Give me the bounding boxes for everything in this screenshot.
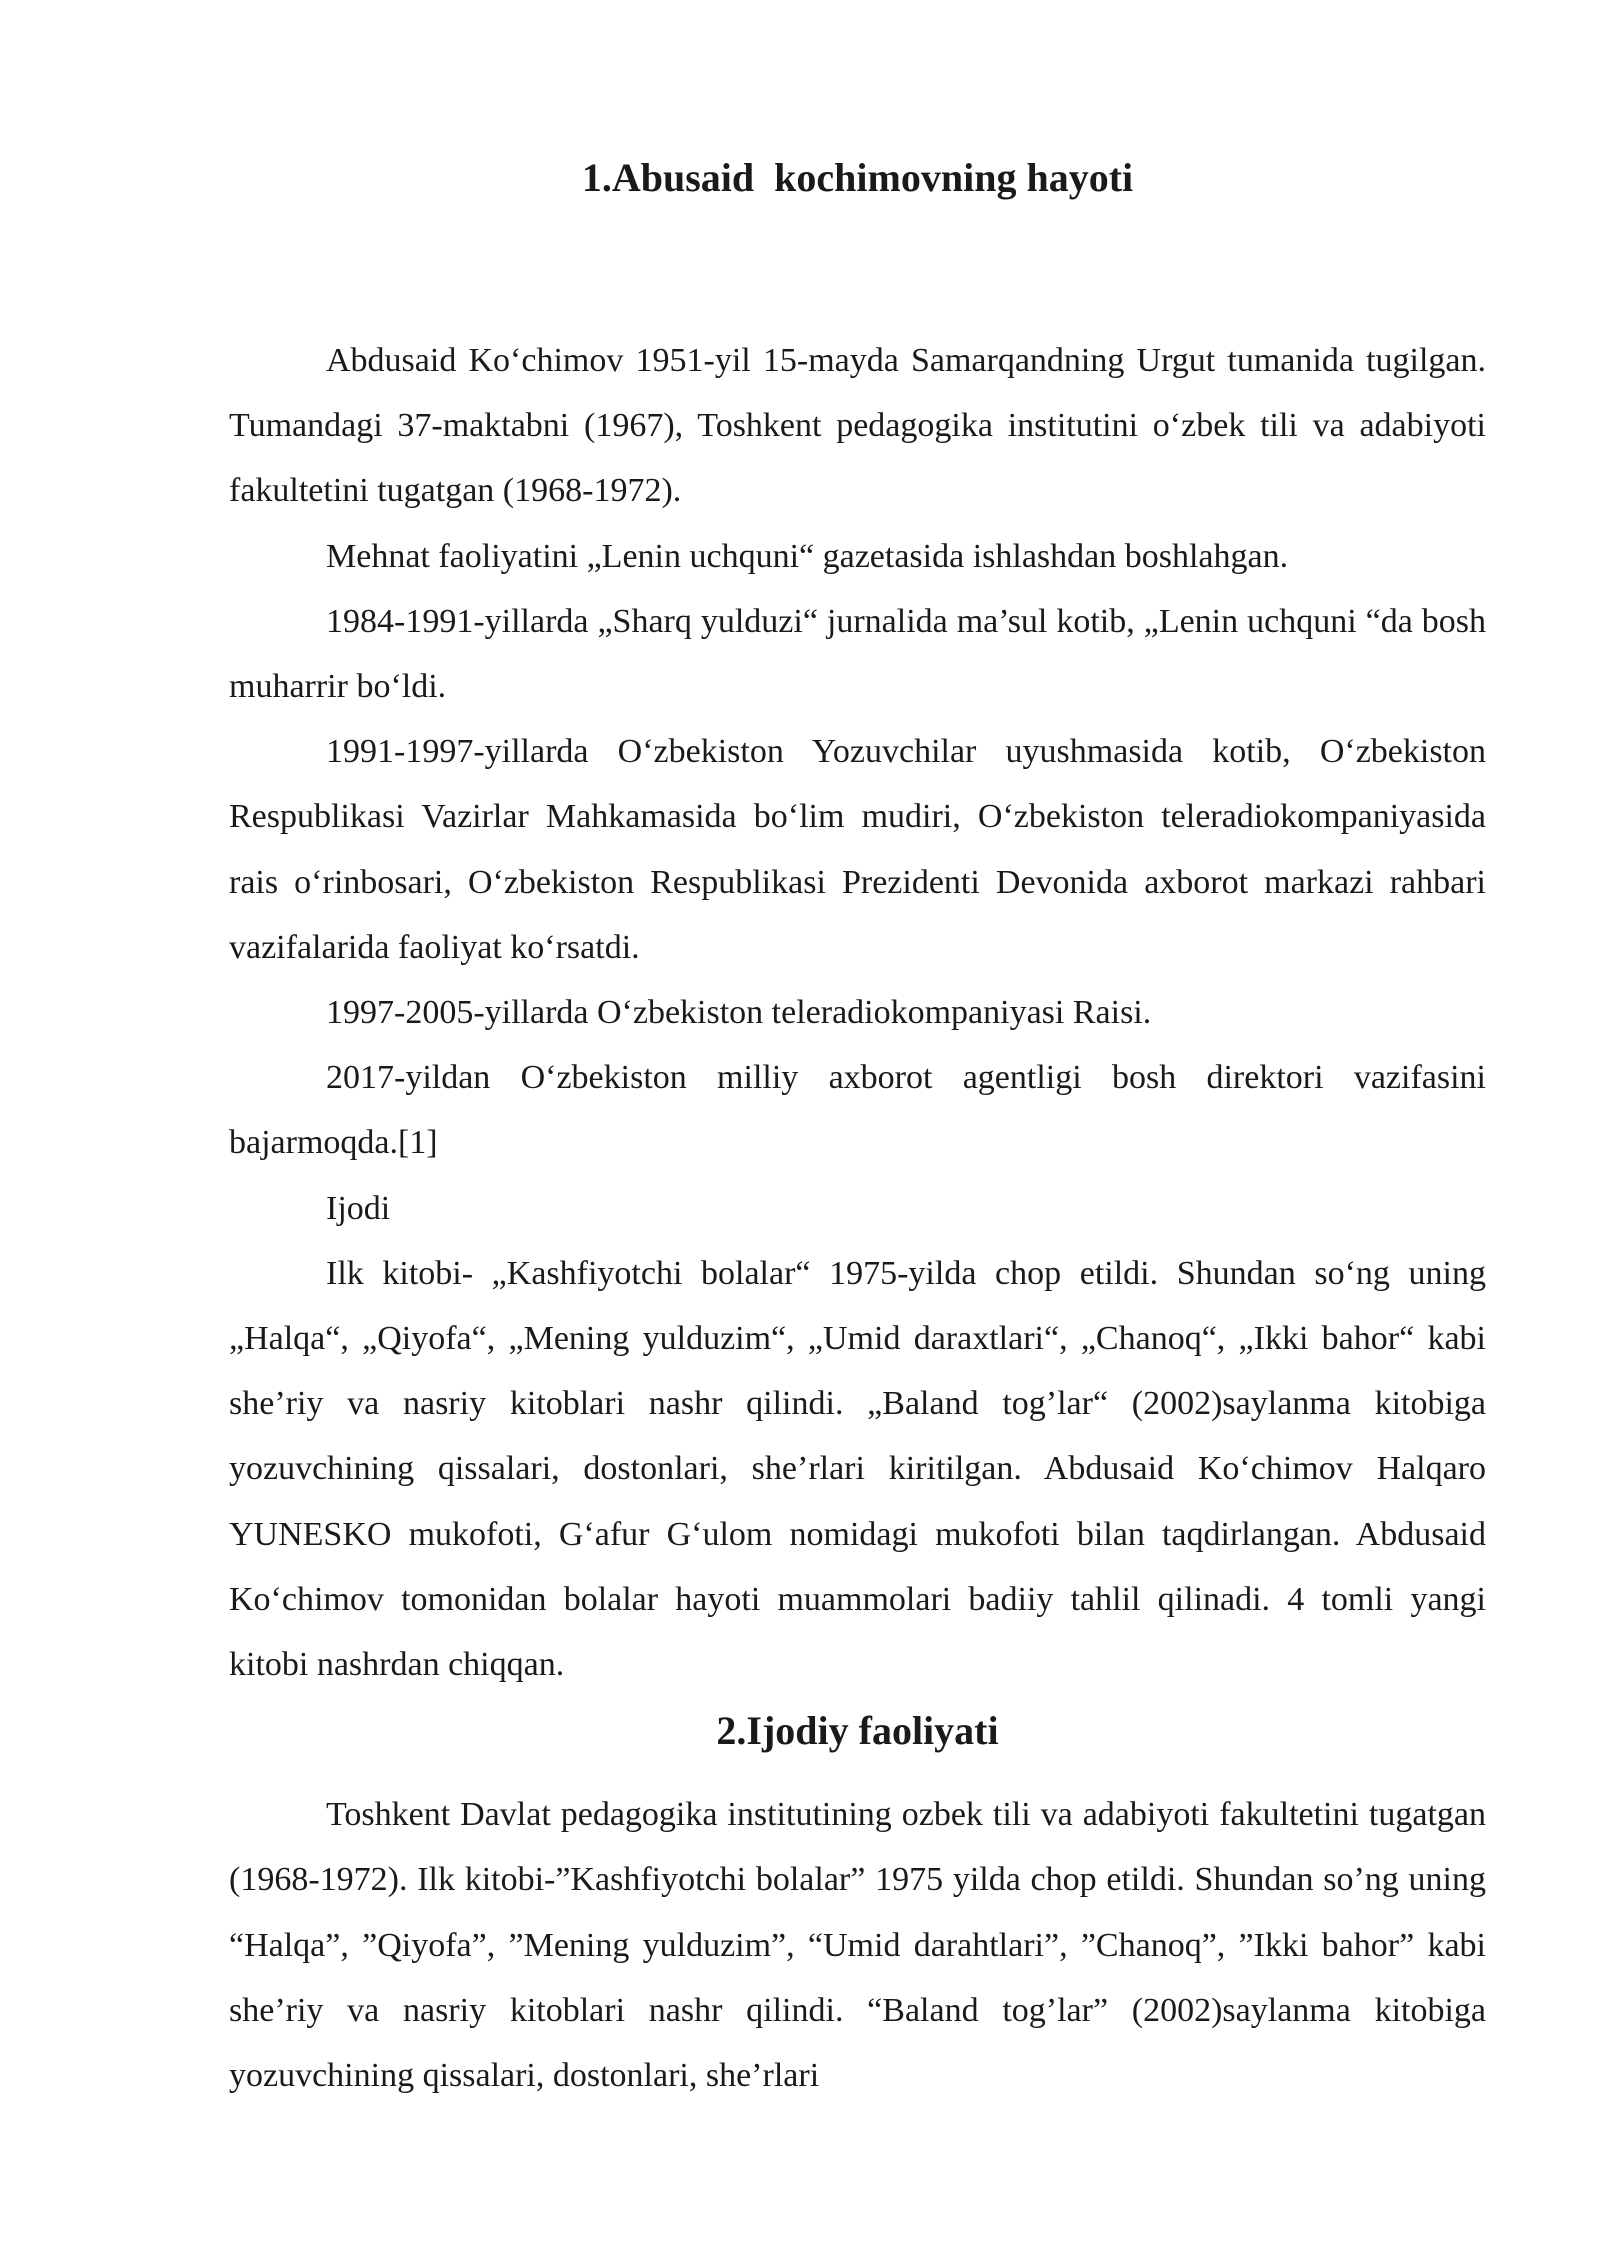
section-heading-life: 1.Abusaid kochimovning hayoti <box>581 155 1134 200</box>
section-heading-creative-activity: 2.Ijodiy faoliyati <box>716 1708 999 1754</box>
paragraph-first-job: Mehnat faoliyatini „Lenin uchquni“ gazetasida ishlashdan boshlahgan. <box>326 537 1289 575</box>
paragraph-creative-activity: Toshkent Davlat pedagogika institutining ozbek tili va adabiyoti fakultetini tugatgan (1968-1972). Ilk kitobi-”Kashfiyotchi bolalar” 1975 yilda chop etildi. Shundan so’ng uning “Halqa”, ”Qiyofa”, ”Mening yulduzim”, “Umid darahtlari”, ”Chanoq”, ”Ikki bahor” kabi she’riy va nasriy kitoblari nashr qilindi. “Baland tog’lar” (2002)saylanma kitobiga yozuvchining qissalari, dostonlari, she’rlari <box>229 1796 1486 2095</box>
paragraph-birth: Abdusaid Koʻchimov 1951-yil 15-mayda Samarqandning Urgut tumanida tugilgan. Tumandagi 37-maktabni (1967), Toshkent pedagogika institutini oʻzbek tili va adabiyoti fakultetini tugatgan (1968-1972). <box>229 342 1486 510</box>
paragraph-works: Ilk kitobi- „Kashfiyotchi bolalar“ 1975-yilda chop etildi. Shundan soʻng uning „Halqa“, „Qiyofa“, „Mening yulduzim“, „Umid daraxtlari“, „Chanoq“, „Ikki bahor“ kabi she’riy va nasriy kitoblari nashr qilindi. „Baland tog’lar“ (2002)saylanma kitobiga yozuvchining qissalari, dostonlari, she’rlari kiritilgan. Abdusaid Koʻchimov Halqaro YUNESKO mukofoti, Gʻafur Gʻulom nomidagi mukofoti bilan taqdirlangan. Abdusaid Koʻchimov tomonidan bolalar hayoti muammolari badiiy tahlil qilinadi. 4 tomli yangi kitobi nashrdan chiqqan. <box>229 1254 1486 1684</box>
paragraph-ijodi-label: Ijodi <box>326 1189 391 1227</box>
paragraph-1997-2005: 1997-2005-yillarda Oʻzbekiston teleradiokompaniyasi Raisi. <box>326 994 1152 1032</box>
paragraph-1984-1991: 1984-1991-yillarda „Sharq yulduzi“ jurnalida ma’sul kotib, „Lenin uchquni “da bosh muharrir boʻldi. <box>229 602 1486 706</box>
document-page <box>229 150 1486 2108</box>
paragraph-1991-1997: 1991-1997-yillarda Oʻzbekiston Yozuvchilar uyushmasida kotib, Oʻzbekiston Respublikasi Vazirlar Mahkamasida boʻlim mudiri, Oʻzbekiston teleradiokompaniyasida rais oʻrinbosari, Oʻzbekiston Respublikasi Prezidenti Devonida axborot markazi rahbari vazifalarida faoliyat koʻrsatdi. <box>229 733 1486 966</box>
paragraph-2017: 2017-yildan Oʻzbekiston milliy axborot agentligi bosh direktori vazifasini bajarmoqda.[1] <box>229 1059 1486 1162</box>
